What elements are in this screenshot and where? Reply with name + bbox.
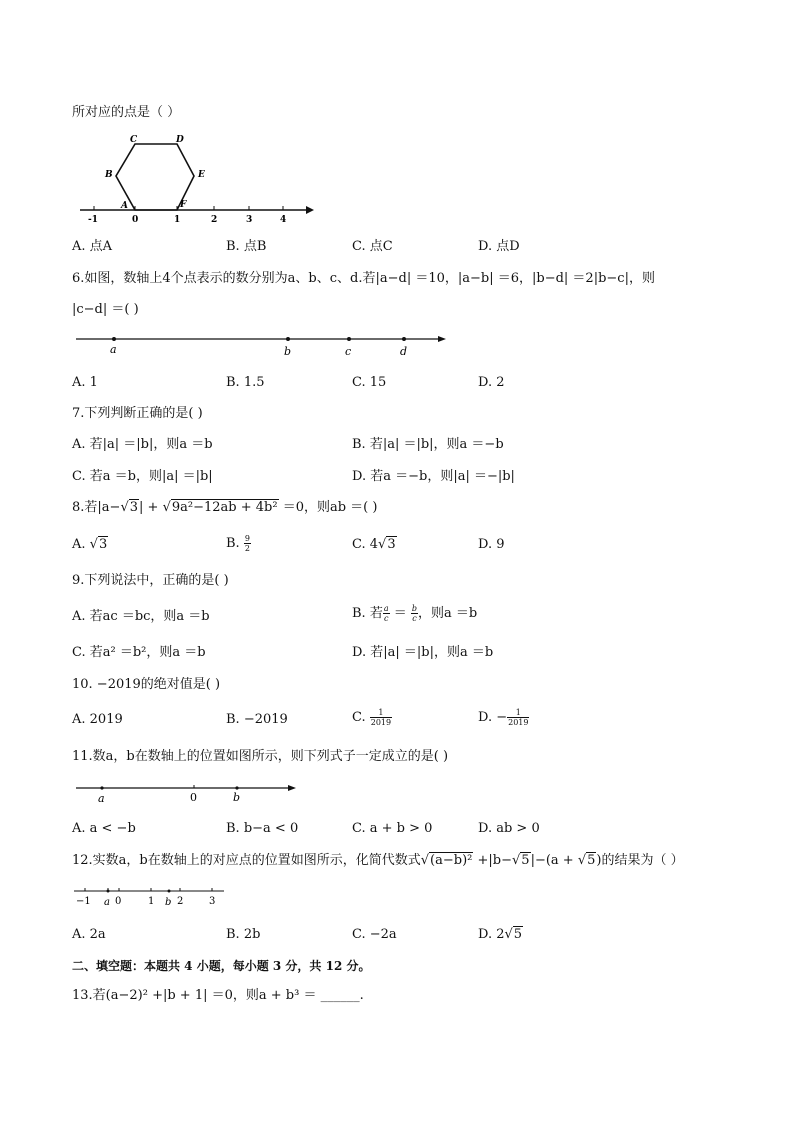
fraction: $\frac{b}{c}$ [411,604,417,623]
arrow-icon [288,785,296,791]
tick-label: 2 [211,215,218,225]
arrow-icon [306,206,314,214]
q6-stem-line2: |c−d| ＝( ) [72,302,139,317]
q7-stem: 7.下列判断正确的是( ) [72,406,203,421]
q8-option-c: C. 4√3 [352,537,396,552]
point-label-b: b [284,345,292,358]
q7-option-a: A. 若|a| ＝|b|，则a ＝b [72,437,213,452]
point-b [168,890,171,893]
vertex-label-a: A [121,201,128,211]
q9-option-d: D. 若|a| ＝|b|，则a ＝b [352,645,494,660]
label-one: 1 [148,896,155,907]
tick-label: 1 [174,215,181,225]
q10-option-a: A. 2019 [72,712,123,727]
arrow-icon [438,336,446,342]
q6-option-a: A. 1 [72,375,98,390]
label-b: b [233,791,241,804]
q8-option-d: D. 9 [478,537,505,552]
point-a [107,890,110,893]
q11-option-c: C. a + b > 0 [352,821,433,836]
q5-option-d: D. 点D [478,239,520,254]
q12-option-a: A. 2a [72,927,106,942]
tick-label: 3 [246,215,253,225]
label-a: a [98,792,105,805]
fraction: $\frac{1}{2019}$ [508,708,529,727]
q10-option-b: B. −2019 [226,712,288,727]
point-d [402,337,406,341]
point-label-d: d [400,345,408,358]
point-b [235,786,238,789]
sqrt-symbol: √ [162,500,171,515]
vertex-label-c: C [130,135,138,145]
label-a: a [104,897,110,908]
sqrt-symbol: √ [120,500,129,515]
q5-option-b: B. 点B [226,239,267,254]
q10-option-c: C. $\frac{1}{2019}$ [352,708,392,727]
q9-option-c: C. 若a² ＝b²，则a ＝b [72,645,206,660]
q7-option-d: D. 若a ＝−b，则|a| ＝−|b| [352,469,515,484]
vertex-label-b: B [105,170,113,180]
q8-stem: 8.若|a−√3| + √9a²−12ab + 4b² ＝0，则ab ＝( ) [72,500,378,515]
label-zero: 0 [190,791,197,804]
label-zero: 0 [115,896,122,907]
q13-stem: 13.若(a−2)² +|b + 1| ＝0，则a + b³ ＝ ______. [72,988,364,1003]
tick-label: -1 [88,215,98,225]
point-a [100,786,103,789]
q12-option-d: D. 2√5 [478,927,523,942]
fraction: $\frac{a}{c}$ [383,604,389,623]
point-a [112,337,116,341]
q12-option-c: C. −2a [352,927,397,942]
q6-option-d: D. 2 [478,375,505,390]
q11-option-a: A. a < −b [72,821,136,836]
section-title-fill-in: 二、填空题：本题共 4 小题，每小题 3 分，共 12 分。 [72,959,371,973]
point-label-a: a [110,343,117,356]
q9-option-b: B. 若 $\frac{a}{c}$ ＝ $\frac{b}{c}$ ，则a ＝b [352,604,478,623]
q11-stem: 11.数a，b在数轴上的位置如图所示，则下列式子一定成立的是( ) [72,749,449,764]
q7-option-c: C. 若a ＝b，则|a| ＝|b| [72,469,213,484]
q5-hexagon-figure [78,132,318,228]
vertex-label-f: F [180,200,187,210]
vertex-label-d: D [176,135,184,145]
fraction: $\frac{9}{2}$ [244,534,250,553]
label-neg1: −1 [76,896,91,907]
q6-number-line-figure [74,330,454,360]
q10-stem: 10. −2019的绝对值是( ) [72,677,221,692]
label-two: 2 [177,896,184,907]
q5-option-c: C. 点C [352,239,393,254]
tick-label: 4 [280,215,287,225]
q10-option-d: D. − $\frac{1}{2019}$ [478,708,529,727]
q8-option-a: A. √3 [72,537,108,552]
label-b: b [165,897,172,908]
q11-option-b: B. b−a < 0 [226,821,299,836]
q5-stem: 所对应的点是（ ） [72,105,181,120]
q9-stem: 9.下列说法中，正确的是( ) [72,573,229,588]
q6-option-b: B. 1.5 [226,375,265,390]
q12-stem: 12.实数a，b在数轴上的对应点的位置如图所示，化简代数式√(a−b)² +|b−√5|−(a + √5)的结果为（ ） [72,853,684,868]
point-b [286,337,290,341]
q12-option-b: B. 2b [226,927,261,942]
q12-number-line-figure [72,884,232,910]
fraction: $\frac{1}{2019}$ [370,708,392,727]
point-label-c: c [345,345,352,358]
q8-option-b: B. $\frac{9}{2}$ [226,534,250,553]
q6-option-c: C. 15 [352,375,387,390]
q11-option-d: D. ab > 0 [478,821,540,836]
vertex-label-e: E [198,170,205,180]
q5-option-a: A. 点A [72,239,113,254]
q9-option-a: A. 若ac ＝bc，则a ＝b [72,609,210,624]
point-c [347,337,351,341]
tick-label: 0 [132,215,139,225]
label-three: 3 [209,896,216,907]
q6-stem-line1: 6.如图，数轴上4个点表示的数分别为a、b、c、d.若|a−d| ＝10，|a−b| ＝6，|b−d| ＝2|b−c|，则 [72,271,655,286]
q11-number-line-figure [74,780,304,806]
q7-option-b: B. 若|a| ＝|b|，则a ＝−b [352,437,504,452]
